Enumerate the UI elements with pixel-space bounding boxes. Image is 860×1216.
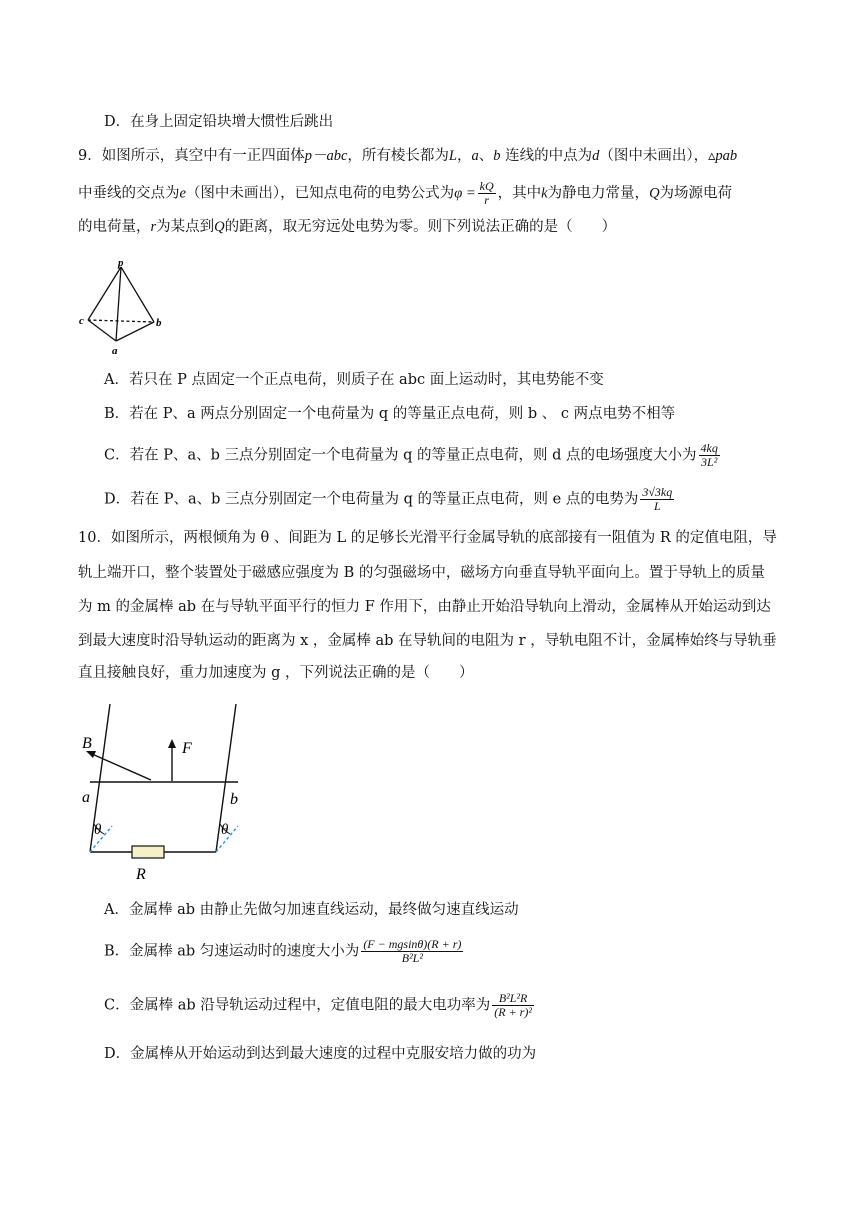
label-p: p [118, 257, 124, 269]
q9-stem-line2: 中垂线的交点为e（图中未画出），已知点电荷的电势公式为φ = $\frac{kQ}{r}$ ，其中k为静电力常量，Q为场源电荷 [78, 179, 733, 207]
option-b-fraction: $\frac{(F - mgsin\theta)(R + r)}{\text{B²L²}}$ [363, 937, 462, 965]
label-B: B [82, 735, 92, 752]
q10-stem-line4: 到最大速度时沿导轨运动的距离为 x ，金属棒 ab 在导轨间的电阻为 r ，导轨电阻不计，金属棒始终与导轨垂 [78, 633, 777, 649]
option-c-fraction: $\frac{4kq}{\text{3L²}}$ [700, 441, 718, 469]
label-theta-left: θ [94, 822, 102, 838]
q9-option-b: B．若在 P、a 两点分别固定一个电荷量为 q 的等量正点电荷，则 b 、 c 两点电势不相等 [104, 406, 676, 422]
phi-fraction: $\frac{kQ}{r}$ [479, 179, 494, 207]
q8-option-d: D．在身上固定铅块增大惯性后跳出 [104, 114, 334, 130]
label-a: a [112, 345, 118, 357]
label-theta-right: θ [221, 822, 229, 838]
label-b: b [156, 317, 162, 329]
option-d-fraction: $\frac{3√3kq}{L}$ [642, 485, 673, 513]
q9-stem-line3: 的电荷量，r为某点到Q的距离，取无穷远处电势为零。则下列说法正确的是（ ） [78, 219, 617, 235]
label-b: b [230, 791, 238, 808]
label-c: c [79, 315, 84, 327]
label-R: R [136, 866, 146, 883]
option-c-fraction: $\frac{\text{B²L²R}}{\text{(R + r)²}}$ [494, 991, 532, 1019]
q10-option-a: A．金属棒 ab 由静止先做匀加速直线运动，最终做匀速直线运动 [104, 902, 519, 918]
q10-stem-line5: 直且接触良好，重力加速度为 g ，下列说法正确的是（ ） [78, 665, 474, 681]
q9-option-c: C．若在 P、a、b 三点分别固定一个电荷量为 q 的等量正点电荷，则 d 点的电场强度大小为 $\frac{4kq}{\text{3L²}}$ [104, 441, 718, 469]
q10-stem-line2: 轨上端开口，整个装置处于磁感应强度为 B 的匀强磁场中，磁场方向垂直导轨平面向上。置于导轨上的质量 [78, 565, 765, 581]
label-F: F [182, 740, 192, 757]
q10-stem-line1: 10．如图所示，两根倾角为 θ 、间距为 L 的足够长光滑平行金属导轨的底部接有一阻值为 R 的定值电阻，导 [78, 530, 777, 546]
q10-stem-line3: 为 m 的金属棒 ab 在与导轨平面平行的恒力 F 作用下，由静止开始沿导轨向上滑动，金属棒从开始运动到达 [78, 599, 771, 615]
q10-option-b: B．金属棒 ab 匀速运动时的速度大小为 $\frac{(F - mgsin\theta)(R + r)}{\text{B²L²}}$ [104, 937, 462, 965]
label-a: a [82, 789, 90, 806]
q10-option-c: C．金属棒 ab 沿导轨运动过程中，定值电阻的最大电功率为 $\frac{\text{B²L²R}}{\text{(R + r)²}}$ [104, 991, 532, 1019]
q10-option-d: D．金属棒从开始运动到达到最大速度的过程中克服安培力做的功为 [104, 1046, 537, 1062]
q9-option-d: D．若在 P、a、b 三点分别固定一个电荷量为 q 的等量正点电荷，则 e 点的电势为 $\frac{3√3kq}{L}$ [104, 485, 673, 513]
tetrahedron-figure [78, 255, 170, 360]
q9-stem-line1: 9．如图所示，真空中有一正四面体p－abc，所有棱长都为L，a、b 连线的中点为d（图中未画出），▵pab [78, 148, 738, 164]
rail-circuit-figure [78, 698, 258, 888]
q9-option-a: A．若只在 P 点固定一个正点电荷，则质子在 abc 面上运动时，其电势能不变 [104, 372, 604, 388]
